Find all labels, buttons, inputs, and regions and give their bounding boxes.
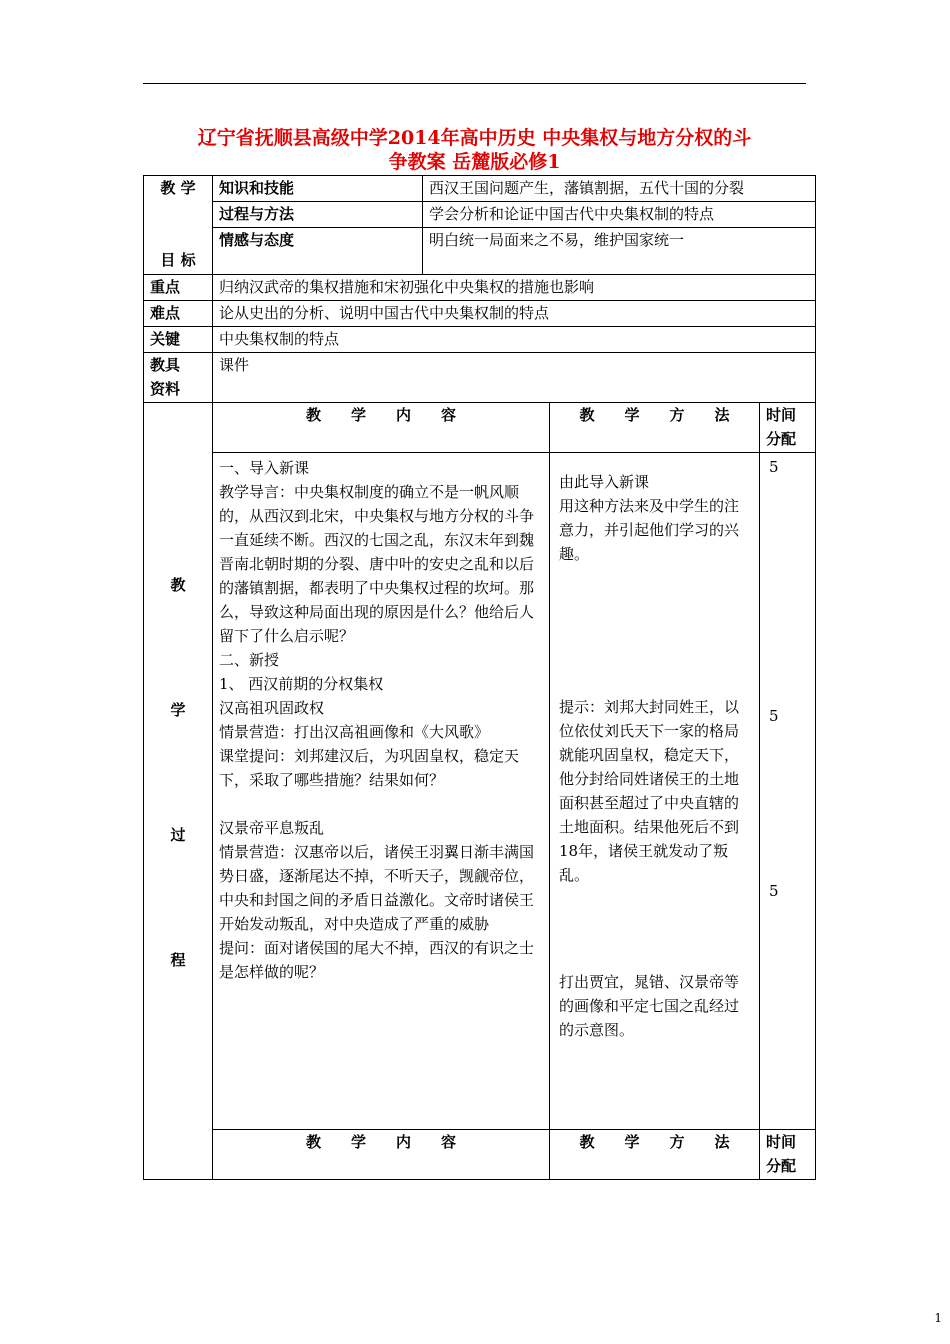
goal-value-attitude: 明白统一局面来之不易，维护国家统一 [423,228,816,275]
materials-label [144,353,213,403]
method-footer-header: 教 学 方 法 [550,1130,760,1180]
time-footer-2: 分配 [766,1157,797,1175]
goal-value-process: 学会分析和论证中国古代中央集权制的特点 [423,202,816,228]
content-para: 提问：面对诸侯国的尾大不掉，西汉的有识之士是怎样做的呢？ [219,939,535,981]
difficulty-label: 难点 [144,301,213,327]
time-header-2: 分配 [766,430,797,448]
crux-label: 关键 [144,327,213,353]
materials-label-1: 教具 [150,356,181,374]
goal-name-knowledge: 知识和技能 [213,176,423,202]
key-point-label: 重点 [144,275,213,301]
time-cell [760,453,816,1130]
content-blank-line [219,792,543,816]
time-value: 5 [769,458,779,476]
goal-name-attitude: 情感与态度 [213,228,423,275]
time-header [760,403,816,453]
title-line-1: 辽宁省抚顺县高级中学2014年高中历史 中央集权与地方分权的斗 [197,127,752,149]
content-header: 教 学 内 容 [213,403,550,453]
content-para: 情景营造：打出汉高祖画像和《大风歌》 [219,723,490,741]
method-header: 教 学 方 法 [550,403,760,453]
goal-name-process: 过程与方法 [213,202,423,228]
time-header-1: 时间 [766,406,797,424]
time-value: 5 [769,707,779,725]
content-para: 二、新授 [219,651,280,669]
content-para: 一、导入新课 [219,459,310,477]
difficulty-value: 论从史出的分析、说明中国古代中央集权制的特点 [213,301,816,327]
method-block-3: 打出贾宜，晁错、汉景帝等的画像和平定七国之乱经过的示意图。 [559,973,740,1039]
goals-label-top: 教 学 [160,179,196,197]
method-cell [550,453,760,1130]
goal-value-knowledge: 西汉王国问题产生，藩镇割据，五代十国的分裂 [423,176,816,202]
document-title [143,126,806,174]
process-label-cell [144,403,213,1180]
time-footer-1: 时间 [766,1133,797,1151]
process-char-2: 学 [170,701,186,719]
content-cell [213,453,550,1130]
content-para: 情景营造：汉惠帝以后，诸侯王羽翼日渐丰满国势日盛，逐渐尾达不掉，不听天子，觊觎帝位，中央和封国之间的矛盾日益激化。文帝时诸侯王开始发动叛乱，对中央造成了严重的威胁 [219,843,535,933]
process-char-4: 程 [170,951,186,969]
materials-value: 课件 [213,353,816,403]
content-para: 教学导言：中央集权制度的确立不是一帆风顺的，从西汉到北宋，中央集权与地方分权的斗争一直延续不断。西汉的七国之乱，东汉末年到魏晋南北朝时期的分裂、唐中叶的安史之乱和以后的藩镇割据，都表明了中央集权过程的坎坷。那么，导致这种局面出现的原因是什么？他给后人留下了什么启示呢？ [219,483,535,645]
crux-value: 中央集权制的特点 [213,327,816,353]
title-line-2: 争教案 岳麓版必修1 [388,151,561,173]
goals-label-cell [144,176,213,275]
process-char-3: 过 [170,826,186,844]
process-char-1: 教 [170,576,186,594]
content-para: 1、 西汉前期的分权集权 [219,675,384,693]
header-rule [143,83,806,84]
content-para: 课堂提问：刘邦建汉后，为巩固皇权，稳定天下，采取了哪些措施？结果如何？ [219,747,520,789]
content-footer-header: 教 学 内 容 [213,1130,550,1180]
time-footer-header [760,1130,816,1180]
goals-label-bottom: 目 标 [160,251,196,269]
key-point-value: 归纳汉武帝的集权措施和宋初强化中央集权的措施也影响 [213,275,816,301]
lesson-plan-table [143,175,816,1180]
page-number: 1 [934,1311,942,1325]
method-block-1: 由此导入新课 用这种方法来及中学生的注意力，并引起他们学习的兴趣。 [559,473,740,563]
materials-label-2: 资料 [150,380,181,398]
content-para: 汉景帝平息叛乱 [219,819,325,837]
method-block-2: 提示：刘邦大封同姓王，以位依仗刘氏天下一家的格局就能巩固皇权，稳定天下，他分封给同姓诸侯王的土地面积甚至超过了中央直辖的土地面积。结果他死后不到18年，诸侯王就发动了叛乱。 [559,698,740,884]
content-para: 汉高祖巩固政权 [219,699,325,717]
time-value: 5 [769,882,779,900]
